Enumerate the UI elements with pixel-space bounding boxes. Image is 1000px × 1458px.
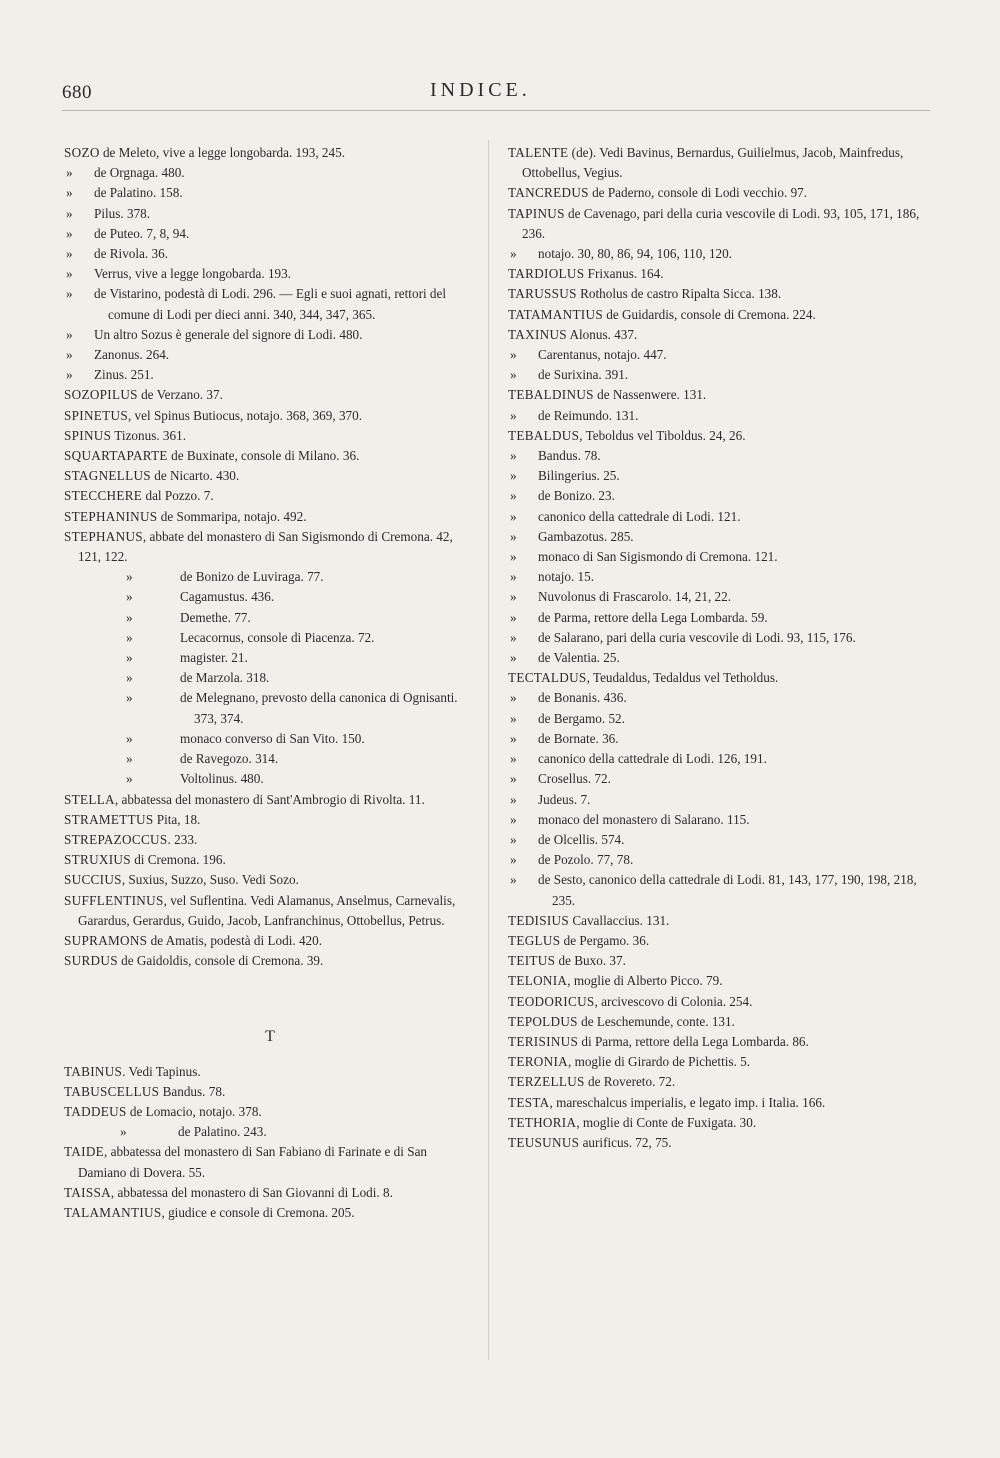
ditto-mark: » [126,650,133,666]
index-subentry [508,688,922,708]
ditto-mark: » [510,751,517,767]
entry-headword: TESTA [508,1094,550,1110]
entry-headword: SUPRAMONS [64,932,148,948]
entry-text: dal Pozzo. 7. [142,488,214,504]
entry-headword: TARUSSUS [508,286,577,302]
index-entry [64,870,476,890]
index-entry [64,850,476,870]
entry-headword: TALENTE [508,145,569,160]
index-subentry [64,183,476,203]
ditto-mark: » [66,246,73,262]
index-subentry [508,466,922,486]
index-column-left [64,143,476,1223]
ditto-mark: » [510,347,517,363]
index-entry [64,1183,476,1203]
index-subentry [508,486,922,506]
index-subentry [508,790,922,810]
header-rule [62,110,930,111]
entry-text: de Verzano. 37. [137,387,223,403]
ditto-mark: » [126,609,133,625]
entry-headword: TAXINUS [508,326,567,342]
entry-headword: STRUXIUS [64,852,131,868]
entry-text: Alonus. 437. [566,326,638,342]
index-subentry [508,608,922,628]
subentry-text: de Bonizo. 23. [538,488,615,504]
subentry-text: monaco del monastero di Salarano. 115. [538,811,750,827]
index-entry [508,1072,922,1092]
index-entry [64,1142,476,1182]
subentry-text: Carentanus, notajo. 447. [538,347,667,363]
index-entry [64,810,476,830]
ditto-mark: » [66,326,73,342]
entry-text: de Amatis, podestà di Lodi. 420. [147,932,323,948]
ditto-mark: » [120,1124,127,1140]
ditto-mark: » [510,650,517,666]
subentry-text: magister. 21. [180,650,248,666]
entry-headword: TECTALDUS [508,670,587,686]
entry-text: de Buxinate, console di Milano. 36. [167,448,360,464]
index-entry [508,143,922,183]
entry-headword: TELONIA [508,973,568,989]
index-entry [508,931,922,951]
entry-text: de Sommaripa, notajo. 492. [157,508,307,524]
section-letter [64,1027,476,1047]
index-subentry [508,446,922,466]
entry-headword: TERZELLUS [508,1074,585,1090]
subentry-text: Judeus. 7. [538,791,591,807]
index-entry [64,143,476,163]
entry-text: de Leschemunde, conte. 131. [577,1013,735,1029]
entry-text: de Pergamo. 36. [560,932,650,948]
index-subentry [64,648,476,668]
entry-text: de Cavenago, pari della curia vescovile di Lodi. 93, 105, 171, 186, 236. [522,205,920,241]
ditto-mark: » [66,185,73,201]
subentry-text: de Pozolo. 77, 78. [538,852,634,868]
index-subentry [508,850,922,870]
ditto-mark: » [510,569,517,585]
running-head-title: INDICE. [430,79,531,101]
ditto-mark: » [510,791,517,807]
index-entry [508,325,922,345]
index-subentry [64,567,476,587]
index-subentry [64,284,476,324]
entry-headword: SOZOPILUS [64,387,138,403]
subentry-text: Demethe. 77. [180,609,251,625]
entry-headword: TETHORIA [508,1114,577,1130]
entry-text: de Nicarto. 430. [150,468,240,484]
index-subentry [64,365,476,385]
index-subentry [508,587,922,607]
entry-headword: TEBALDUS [508,427,580,443]
entry-headword: TABUSCELLUS [64,1083,160,1099]
ditto-mark: » [510,811,517,827]
index-subentry [508,527,922,547]
entry-text: , Teboldus vel Tiboldus. 24, 26. [579,427,746,443]
entry-text: (de). Vedi Bavinus, Bernardus, Guilielmus, Jacob, Mainfredus, Ottobellus, Vegius. [522,145,904,181]
entry-text: . Vedi Tapinus. [122,1063,201,1079]
index-subentry [64,688,476,728]
ditto-mark: » [510,448,517,464]
subentry-text: de Ravegozo. 314. [180,751,279,767]
subentry-text: notajo. 15. [538,569,595,585]
subentry-text: canonico della cattedrale di Lodi. 121. [538,508,741,524]
entry-headword: TEUSUNUS [508,1134,580,1150]
entry-headword: SUCCIUS [64,872,122,888]
index-subentry [64,345,476,365]
entry-text: Rotholus de castro Ripalta Sicca. 138. [576,286,782,302]
entry-headword: STEPHANINUS [64,508,158,524]
entry-headword: TALAMANTIUS [64,1204,162,1220]
index-subentry [64,729,476,749]
entry-headword: TERONIA [508,1054,568,1070]
page-number: 680 [62,82,92,103]
entry-text: , arcivescovo di Colonia. 254. [594,993,753,1009]
index-entry [64,446,476,466]
ditto-mark: » [126,771,133,787]
ditto-mark: » [66,165,73,181]
entry-headword: SOZO [64,145,100,160]
index-entry [508,426,922,446]
index-subentry [64,668,476,688]
index-subentry [508,244,922,264]
index-entry [64,1082,476,1102]
entry-text: Pita, 18. [153,811,201,827]
ditto-mark: » [510,528,517,544]
entry-headword: TAISSA [64,1184,111,1200]
ditto-mark: » [510,246,517,262]
index-entry [64,951,476,971]
index-subentry [508,729,922,749]
index-subentry [508,810,922,830]
index-entry [64,1102,476,1122]
ditto-mark: » [510,468,517,484]
ditto-mark: » [510,629,517,645]
index-subentry [64,587,476,607]
ditto-mark: » [510,690,517,706]
entry-headword: TEBALDINUS [508,387,594,403]
ditto-mark: » [510,872,517,888]
entry-text: , mareschalcus imperialis, e legato imp. i Italia. 166. [549,1094,826,1110]
ditto-mark: » [66,266,73,282]
index-entry [64,385,476,405]
ditto-mark: » [126,629,133,645]
ditto-mark: » [510,771,517,787]
index-entry [508,1032,922,1052]
entry-headword: TABINUS [64,1063,123,1079]
subentry-text: de Palatino. 243. [178,1124,267,1140]
index-entry [508,668,922,688]
entry-headword: SURDUS [64,953,118,969]
index-subentry [64,749,476,769]
entry-headword: SPINETUS [64,407,128,423]
entry-headword: TAPINUS [508,205,565,221]
subentry-text: de Vistarino, podestà di Lodi. 296. — Egli e suoi agnati, rettori del comune di Lodi per dieci anni. 340, 344, 347, 365. [94,286,447,322]
ditto-mark: » [126,751,133,767]
entry-text: Frixanus. 164. [584,266,664,282]
subentry-text: de Reimundo. 131. [538,407,639,423]
ditto-mark: » [510,549,517,565]
index-entry [508,264,922,284]
entry-text: , Suxius, Suzzo, Suso. Vedi Sozo. [121,872,299,888]
ditto-mark: » [510,589,517,605]
subentry-text: Verrus, vive a legge longobarda. 193. [94,266,292,282]
index-entry [64,527,476,567]
subentry-text: monaco di San Sigismondo di Cremona. 121. [538,549,778,565]
entry-text: de Rovereto. 72. [584,1074,676,1090]
index-subentry [508,648,922,668]
index-entry [64,1062,476,1082]
ditto-mark: » [66,367,73,383]
index-entry [64,891,476,931]
entry-text: . 233. [167,831,198,847]
subentry-text: de Olcellis. 574. [538,831,625,847]
ditto-mark: » [126,589,133,605]
ditto-mark: » [126,690,133,706]
ditto-mark: » [510,831,517,847]
index-subentry [64,769,476,789]
subentry-text: Gambazotus. 285. [538,528,634,544]
index-subentry [508,345,922,365]
entry-headword: STEPHANUS [64,528,143,544]
entry-headword: SPINUS [64,427,112,443]
entry-text: , vel Spinus Butiocus, notajo. 368, 369, 370. [127,407,363,423]
index-entry [508,284,922,304]
index-subentry [64,163,476,183]
entry-text: , abbatessa del monastero di Sant'Ambrogio di Rivolta. 11. [114,791,425,807]
ditto-mark: » [126,569,133,585]
index-entry [64,790,476,810]
entry-headword: TANCREDUS [508,185,589,201]
entry-headword: STRAMETTUS [64,811,154,827]
subentry-text: notajo. 30, 80, 86, 94, 106, 110, 120. [538,246,733,262]
index-entry [64,507,476,527]
index-entry [508,1052,922,1072]
entry-text: , abbatessa del monastero di San Fabiano di Farinate e di San Damiano di Dovera. 55. [78,1144,428,1180]
entry-text: , giudice e console di Cremona. 205. [161,1204,355,1220]
ditto-mark: » [510,508,517,524]
index-subentry [64,1122,476,1142]
subentry-text: de Puteo. 7, 8, 94. [94,225,190,241]
index-entry [64,486,476,506]
entry-text: de Nassenwere. 131. [593,387,707,403]
subentry-text: Crosellus. 72. [538,771,611,787]
entry-text: Tizonus. 361. [111,427,187,443]
index-subentry [508,628,922,648]
subentry-text: de Bonanis. 436. [538,690,627,706]
section-letter-text: T [265,1028,275,1046]
subentry-text: de Orgnaga. 480. [94,165,185,181]
index-subentry [508,749,922,769]
entry-text: de Paderno, console di Lodi vecchio. 97. [588,185,808,201]
index-entry [508,971,922,991]
entry-headword: TEGLUS [508,932,561,948]
ditto-mark: » [66,225,73,241]
subentry-text: de Melegnano, prevosto della canonica di Ognisanti. 373, 374. [180,690,458,726]
subentry-text: monaco converso di San Vito. 150. [180,730,365,746]
subentry-text: Voltolinus. 480. [180,771,264,787]
subentry-text: Nuvolonus di Frascarolo. 14, 21, 22. [538,589,732,605]
ditto-mark: » [66,286,73,302]
index-subentry [508,406,922,426]
index-entry [64,1203,476,1223]
entry-headword: TATAMANTIUS [508,306,603,322]
subentry-text: de Salarano, pari della curia vescovile di Lodi. 93, 115, 176. [538,629,856,645]
entry-text: di Parma, rettore della Lega Lombarda. 86. [578,1033,809,1049]
index-subentry [64,608,476,628]
index-subentry [508,547,922,567]
entry-headword: STAGNELLUS [64,468,151,484]
index-entry [508,992,922,1012]
subentry-text: Pilus. 378. [94,205,151,221]
index-subentry [508,507,922,527]
subentry-text: Zanonus. 264. [94,347,170,363]
ditto-mark: » [510,407,517,423]
entry-headword: STECCHERE [64,488,143,504]
index-subentry [508,567,922,587]
subentry-text: de Parma, rettore della Lega Lombarda. 59. [538,609,768,625]
index-entry [508,911,922,931]
entry-headword: TEITUS [508,953,556,969]
ditto-mark: » [510,710,517,726]
entry-text: Bandus. 78. [159,1083,226,1099]
subentry-text: de Surixina. 391. [538,367,629,383]
subentry-text: Un altro Sozus è generale del signore di Lodi. 480. [94,326,363,342]
subentry-text: Bilingerius. 25. [538,468,620,484]
index-entry [508,1093,922,1113]
entry-headword: TEDISIUS [508,912,570,928]
entry-headword: STREPAZOCCUS [64,831,168,847]
subentry-text: de Sesto, canonico della cattedrale di Lodi. 81, 143, 177, 190, 198, 218, 235. [538,872,917,908]
index-entry [508,204,922,244]
index-subentry [64,628,476,648]
entry-text: , Teudaldus, Tedaldus vel Tetholdus. [586,670,779,686]
entry-headword: SQUARTAPARTE [64,448,168,464]
subentry-text: de Bornate. 36. [538,730,619,746]
index-entry [508,305,922,325]
subentry-text: de Palatino. 158. [94,185,183,201]
index-subentry [508,830,922,850]
column-divider [488,140,489,1360]
index-entry [64,466,476,486]
index-subentry [508,769,922,789]
index-subentry [64,244,476,264]
index-entry [508,183,922,203]
entry-text: de Gaidoldis, console di Cremona. 39. [117,953,324,969]
subentry-text: canonico della cattedrale di Lodi. 126, 191. [538,751,767,767]
ditto-mark: » [510,488,517,504]
ditto-mark: » [66,347,73,363]
index-subentry [508,709,922,729]
subentry-text: de Valentia. 25. [538,650,620,666]
index-subentry [64,204,476,224]
index-subentry [64,224,476,244]
entry-text: de Meleto, vive a legge longobarda. 193, 245. [99,145,346,160]
index-entry [64,406,476,426]
entry-text: di Cremona. 196. [130,852,226,868]
entry-text: Cavallaccius. 131. [569,912,670,928]
entry-text: , moglie di Conte de Fuxigata. 30. [576,1114,757,1130]
subentry-text: de Bonizo de Luviraga. 77. [180,569,324,585]
ditto-mark: » [510,852,517,868]
index-column-right [508,143,922,1153]
index-entry [64,830,476,850]
entry-headword: SUFFLENTINUS [64,892,164,908]
entry-headword: TADDEUS [64,1103,127,1119]
index-entry [508,951,922,971]
entry-headword: TARDIOLUS [508,266,585,282]
entry-text: de Lomacio, notajo. 378. [126,1103,262,1119]
index-entry [508,1133,922,1153]
ditto-mark: » [510,609,517,625]
index-subentry [64,264,476,284]
entry-text: , abbate del monastero di San Sigismondo di Cremona. 42, 121, 122. [78,528,453,565]
index-entry [64,931,476,951]
entry-text: aurificus. 72, 75. [579,1134,672,1150]
index-entry [64,426,476,446]
entry-text: de Guidardis, console di Cremona. 224. [602,306,816,322]
ditto-mark: » [510,367,517,383]
ditto-mark: » [510,730,517,746]
subentry-text: de Bergamo. 52. [538,710,625,726]
subentry-text: Zinus. 251. [94,367,154,383]
subentry-text: de Rivola. 36. [94,246,168,262]
index-subentry [508,365,922,385]
entry-text: , abbatessa del monastero di San Giovanni di Lodi. 8. [110,1184,393,1200]
subentry-text: Lecacornus, console di Piacenza. 72. [180,629,375,645]
index-subentry [508,870,922,910]
index-entry [508,1113,922,1133]
entry-text: de Buxo. 37. [555,953,626,969]
ditto-mark: » [66,205,73,221]
entry-text: , moglie di Girardo de Pichettis. 5. [567,1054,751,1070]
ditto-mark: » [126,730,133,746]
entry-text: , vel Suflentina. Vedi Alamanus, Anselmus, Carnevalis, Garardus, Gerardus, Guido, Jacob, Lanfranchinus, Ottobellus, Petrus. [78,892,456,928]
subentry-text: Bandus. 78. [538,448,601,464]
subentry-text: de Marzola. 318. [180,670,270,686]
entry-headword: TERISINUS [508,1033,579,1049]
entry-headword: TEODORICUS [508,993,595,1009]
index-entry [508,1012,922,1032]
ditto-mark: » [126,670,133,686]
entry-headword: STELLA [64,791,115,807]
subentry-text: Cagamustus. 436. [180,589,275,605]
index-entry [508,385,922,405]
index-subentry [64,325,476,345]
entry-headword: TAIDE [64,1144,104,1160]
entry-headword: TEPOLDUS [508,1013,578,1029]
entry-text: , moglie di Alberto Picco. 79. [567,973,723,989]
